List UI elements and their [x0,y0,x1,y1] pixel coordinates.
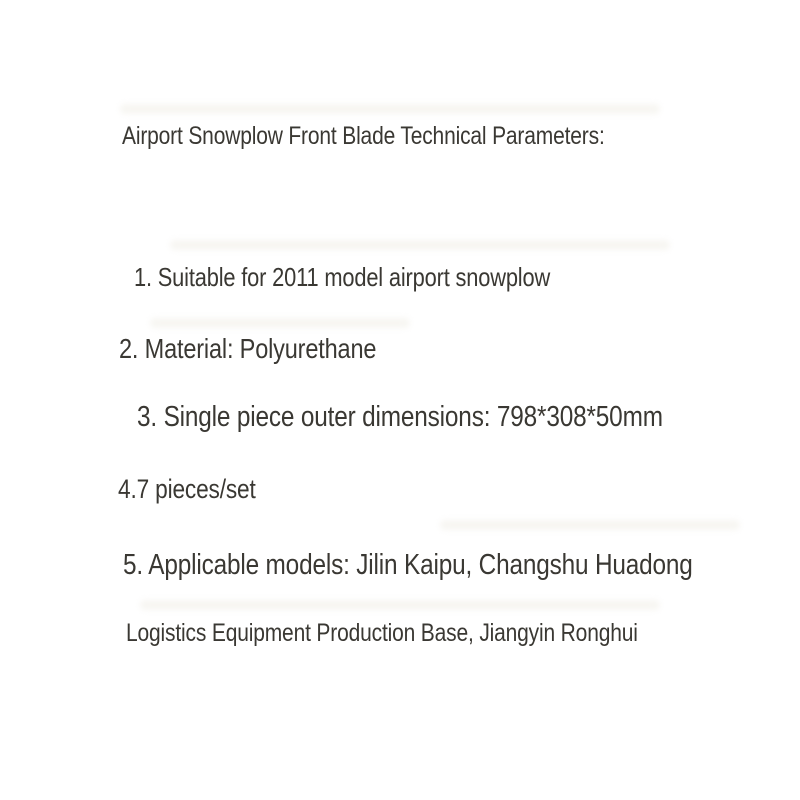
background-texture [120,104,660,114]
parameter-line-2: 2. Material: Polyurethane [119,333,377,364]
parameter-line-4: 4.7 pieces/set [118,474,256,504]
background-texture [170,240,670,250]
background-texture [150,318,410,328]
document-title: Airport Snowplow Front Blade Technical Parameters: [122,122,605,150]
parameter-line-3: 3. Single piece outer dimensions: 798*308*50mm [137,401,663,433]
background-texture [440,520,740,530]
parameter-line-5-continuation: Logistics Equipment Production Base, Jiangyin Ronghui [126,619,638,647]
background-texture [140,600,660,610]
parameter-line-1: 1. Suitable for 2011 model airport snowplow [134,262,551,292]
parameter-line-5: 5. Applicable models: Jilin Kaipu, Changshu Huadong [123,549,693,581]
